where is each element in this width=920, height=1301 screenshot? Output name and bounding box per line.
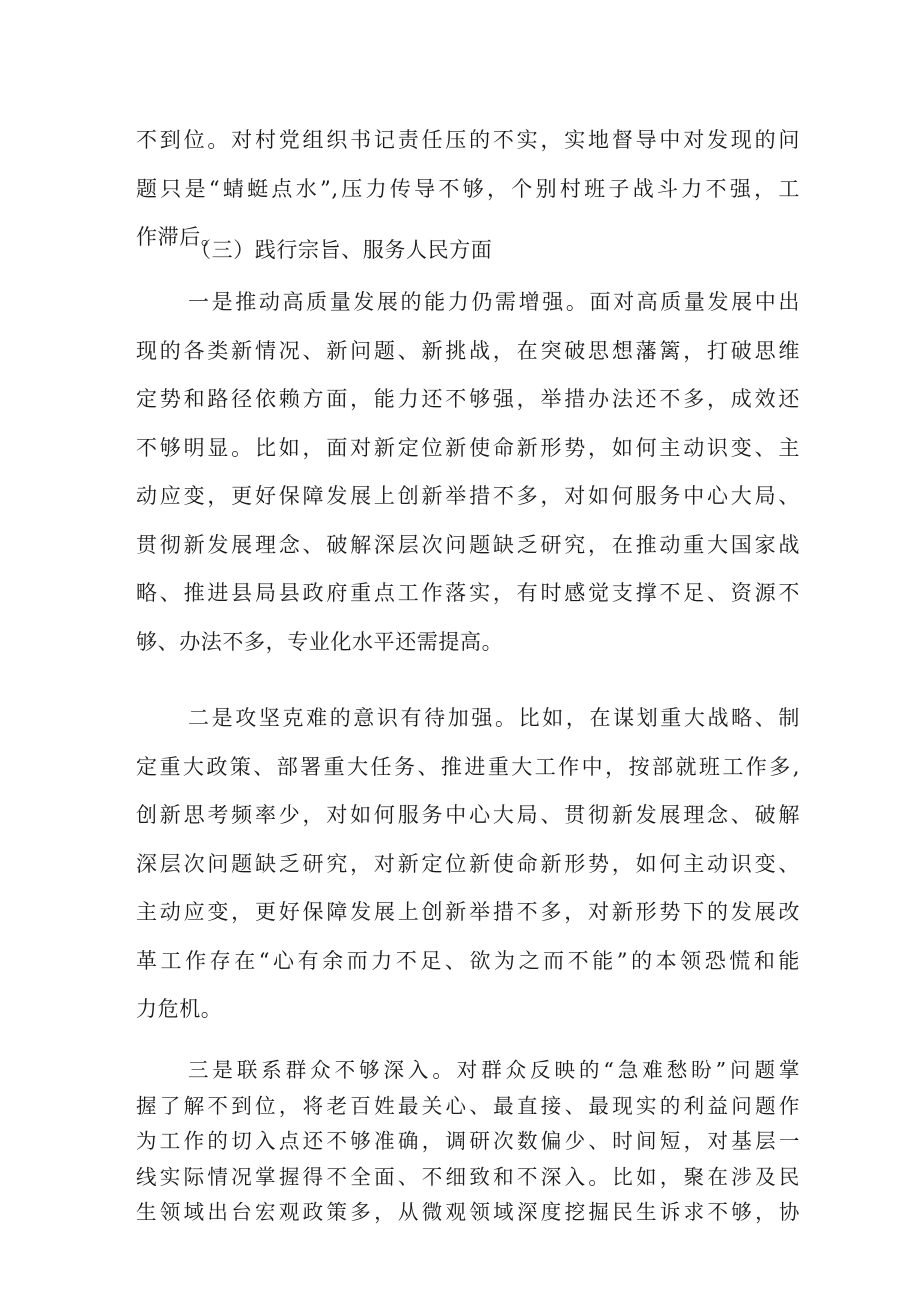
paragraph-development-capability bbox=[136, 278, 800, 666]
text-line: 生领域出台宏观政策多，从微观领域深度挖掘民生诉求不够，协 bbox=[136, 1200, 800, 1224]
heading-text: （三）践行宗旨、服务人民方面 bbox=[190, 238, 493, 262]
text-line: 三是联系群众不够深入。对群众反映的“急难愁盼”问题掌 bbox=[188, 1058, 800, 1082]
text-line: 力危机。 bbox=[136, 997, 223, 1021]
text-line: 定重大政策、部署重大任务、推进重大工作中，按部就班工作多, bbox=[136, 754, 800, 779]
text-line: 定势和路径依赖方面，能力还不够强，举措办法还不多，成效还 bbox=[136, 387, 800, 411]
text-line: 二是攻坚克难的意识有待加强。比如，在谋划重大战略、制 bbox=[188, 706, 800, 730]
paragraph-overcoming-difficulties bbox=[136, 694, 800, 1034]
text-line: 够、办法不多，专业化水平还需提高。 bbox=[136, 629, 504, 654]
text-line: 握了解不到位，将老百姓最关心、最直接、最现实的利益问题作 bbox=[136, 1093, 800, 1118]
paragraph-contact-masses bbox=[136, 1053, 800, 1231]
text-line: 线实际情况掌握得不全面、不细致和不深入。比如，聚在涉及民 bbox=[136, 1164, 800, 1189]
text-line: 主动应变，更好保障发展上创新举措不多，对新形势下的发展改 bbox=[136, 900, 800, 924]
text-line: 不到位。对村党组织书记责任压的不实，实地督导中对发现的问 bbox=[136, 128, 800, 152]
text-line: 题只是“蜻蜓点水”,压力传导不够，个别村班子战斗力不强，工 bbox=[136, 176, 800, 201]
text-line: 一是推动高质量发展的能力仍需增强。面对高质量发展中出 bbox=[188, 290, 800, 314]
text-line: 作滞后。 bbox=[136, 225, 223, 249]
text-line: 革工作存在“心有余而力不足、欲为之而不能”的本领恐慌和能 bbox=[136, 948, 800, 973]
section-heading bbox=[190, 226, 854, 275]
text-line: 为工作的切入点还不够准确，调研次数偏少、时间短，对基层一 bbox=[136, 1129, 800, 1153]
text-line: 动应变，更好保障发展上创新举措不多，对如何服务中心大局、 bbox=[136, 484, 800, 508]
text-line: 深层次问题缺乏研究，对新定位新使命新形势，如何主动识变、 bbox=[136, 851, 800, 876]
text-line: 创新思考频率少，对如何服务中心大局、贯彻新发展理念、破解 bbox=[136, 803, 800, 827]
text-line: 现的各类新情况、新问题、新挑战，在突破思想藩篱，打破思维 bbox=[136, 338, 800, 363]
text-line: 贯彻新发展理念、破解深层次问题缺乏研究，在推动重大国家战 bbox=[136, 532, 800, 557]
text-line: 不够明显。比如，面对新定位新使命新形势，如何主动识变、主 bbox=[136, 435, 800, 460]
text-line: 略、推进县局县政府重点工作落实，有时感觉支撑不足、资源不 bbox=[136, 581, 800, 605]
